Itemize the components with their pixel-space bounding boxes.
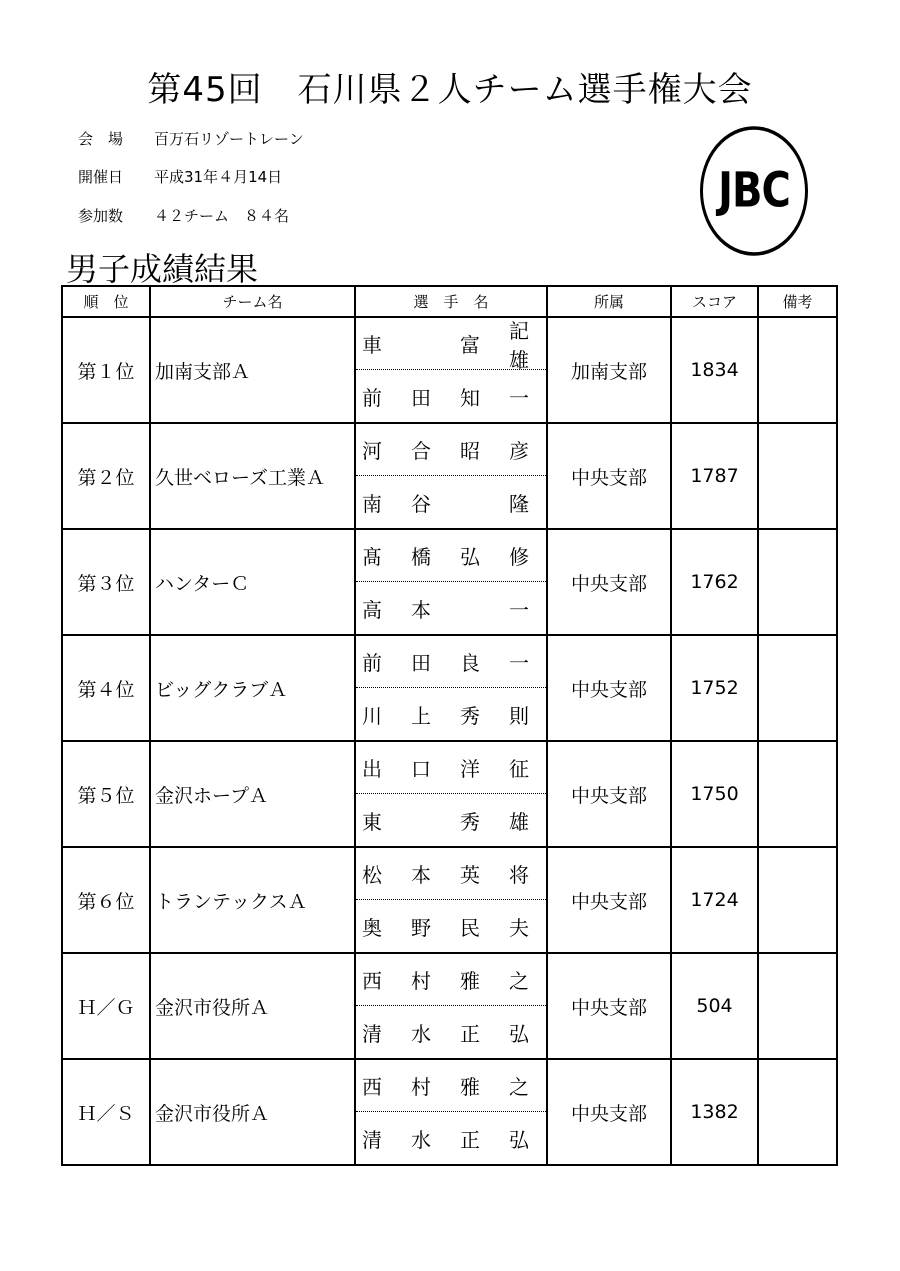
score-cell: 1724 (671, 847, 758, 953)
players-cell (355, 529, 547, 635)
affiliation-cell: 中央支部 (547, 1059, 671, 1165)
player-name-char: 髙 (362, 545, 382, 569)
venue-label: 会 場 (78, 130, 124, 148)
player-name-char: 之 (509, 969, 529, 993)
venue-value: 百万石リゾートレーン (154, 130, 304, 148)
player-name-char: 之 (509, 1075, 529, 1099)
affiliation-cell: 中央支部 (547, 529, 671, 635)
players-cell (355, 847, 547, 953)
player-name-char: 出 (362, 757, 382, 781)
player-name-char: 河 (362, 439, 382, 463)
player-name-char: 奥 (362, 915, 382, 940)
players-cell (355, 1059, 547, 1165)
player-name-char: 前 (362, 385, 382, 410)
player-name-char: 野 (411, 915, 431, 940)
player-name (356, 1112, 546, 1164)
participants-value: ４２チーム ８４名 (154, 207, 290, 225)
table-row (62, 953, 837, 1059)
player-name-char: 田 (411, 385, 431, 410)
table-row (62, 423, 837, 529)
player-name (356, 530, 546, 582)
player-name-char: 正 (460, 1021, 480, 1046)
player-name (356, 1006, 546, 1058)
player-name (356, 582, 546, 634)
rank-cell: Ｈ／Ｓ (62, 1059, 150, 1165)
notes-cell (758, 423, 837, 529)
player-name-char: 田 (411, 651, 431, 675)
notes-cell (758, 635, 837, 741)
player-name-char: 記雄 (509, 318, 529, 372)
rank-cell: 第６位 (62, 847, 150, 953)
player-name-char: 英 (460, 863, 480, 887)
jbc-logo: JBC (700, 126, 808, 256)
score-cell: 1750 (671, 741, 758, 847)
team-cell: ビッグクラブＡ (150, 635, 355, 741)
player-name-char: 秀 (460, 703, 480, 728)
rank-cell: 第３位 (62, 529, 150, 635)
table-row (62, 1059, 837, 1165)
header-affiliation: 所属 (547, 286, 671, 317)
results-table (61, 285, 838, 1166)
notes-cell (758, 1059, 837, 1165)
score-cell: 504 (671, 953, 758, 1059)
player-name (356, 954, 546, 1006)
player-name-char: 西 (362, 969, 382, 993)
team-cell: 加南支部Ａ (150, 317, 355, 423)
player-name (356, 636, 546, 688)
player-name-char: 修 (509, 545, 529, 569)
player-name-char: 谷 (411, 491, 431, 516)
player-name (356, 848, 546, 900)
table-row (62, 529, 837, 635)
player-name-char: 前 (362, 651, 382, 675)
player-name-char: 民 (460, 915, 480, 940)
player-name-char: 弘 (509, 1127, 529, 1152)
rank-cell: 第４位 (62, 635, 150, 741)
player-name-char: 夫 (509, 915, 529, 940)
score-cell: 1834 (671, 317, 758, 423)
player-name-char: 昭 (460, 439, 480, 463)
affiliation-cell: 中央支部 (547, 423, 671, 529)
header-team: チーム名 (150, 286, 355, 317)
player-name (356, 424, 546, 476)
player-name-char: 水 (411, 1021, 431, 1046)
table-row (62, 741, 837, 847)
player-name-char: 合 (411, 439, 431, 463)
player-name-char: 清 (362, 1127, 382, 1152)
player-name-char: 本 (411, 597, 431, 622)
player-name-char: 一 (509, 651, 529, 675)
player-name (356, 370, 546, 422)
player-name (356, 688, 546, 740)
player-name-char: 彦 (509, 439, 529, 463)
player-name-char: 良 (460, 651, 480, 675)
notes-cell (758, 741, 837, 847)
rank-cell: 第１位 (62, 317, 150, 423)
player-name-char: 橋 (411, 545, 431, 569)
player-name (356, 476, 546, 528)
header-notes: 備考 (758, 286, 837, 317)
notes-cell (758, 847, 837, 953)
player-name-char: 則 (509, 703, 529, 728)
header-rank: 順 位 (62, 286, 150, 317)
player-name-char: 上 (411, 703, 431, 728)
table-row (62, 635, 837, 741)
player-name-char: 村 (411, 1075, 431, 1099)
score-cell: 1787 (671, 423, 758, 529)
player-name-char: 一 (509, 597, 529, 622)
player-name-char: 一 (509, 385, 529, 410)
header-row (62, 286, 837, 317)
affiliation-cell: 中央支部 (547, 847, 671, 953)
affiliation-cell: 中央支部 (547, 953, 671, 1059)
player-name-char: 秀 (460, 809, 480, 834)
notes-cell (758, 953, 837, 1059)
player-name-char: 弘 (460, 545, 480, 569)
player-name-char: 本 (411, 863, 431, 887)
players-cell (355, 741, 547, 847)
players-cell (355, 423, 547, 529)
player-name-char: 清 (362, 1021, 382, 1046)
notes-cell (758, 529, 837, 635)
team-cell: 金沢ホープＡ (150, 741, 355, 847)
score-cell: 1762 (671, 529, 758, 635)
players-cell (355, 635, 547, 741)
player-name-char: 車 (362, 333, 382, 357)
rank-cell: Ｈ／Ｇ (62, 953, 150, 1059)
team-cell: 久世ベローズ工業Ａ (150, 423, 355, 529)
score-cell: 1382 (671, 1059, 758, 1165)
affiliation-cell: 加南支部 (547, 317, 671, 423)
affiliation-cell: 中央支部 (547, 741, 671, 847)
notes-cell (758, 317, 837, 423)
player-name-char: 征 (509, 757, 529, 781)
player-name-char: 東 (362, 809, 382, 834)
rank-cell: 第２位 (62, 423, 150, 529)
affiliation-cell: 中央支部 (547, 635, 671, 741)
table-row (62, 317, 837, 423)
participants-line (78, 205, 289, 226)
team-cell: 金沢市役所Ａ (150, 1059, 355, 1165)
player-name-char: 村 (411, 969, 431, 993)
player-name-char: 雅 (460, 1075, 480, 1099)
section-title: 男子成績結果 (66, 250, 259, 288)
player-name-char: 高 (362, 597, 382, 622)
table-row (62, 847, 837, 953)
participants-label: 参加数 (78, 207, 124, 225)
team-cell: 金沢市役所Ａ (150, 953, 355, 1059)
player-name-char: 洋 (460, 757, 480, 781)
player-name-char: 正 (460, 1127, 480, 1152)
players-cell (355, 953, 547, 1059)
venue-line (78, 128, 304, 149)
score-cell: 1752 (671, 635, 758, 741)
player-name-char: 南 (362, 491, 382, 516)
header-score: スコア (671, 286, 758, 317)
player-name (356, 318, 546, 370)
players-cell (355, 317, 547, 423)
player-name-char: 松 (362, 863, 382, 887)
player-name-char: 雄 (509, 809, 529, 834)
player-name-char: 知 (460, 385, 480, 410)
player-name-char: 西 (362, 1075, 382, 1099)
date-value: 平成31年４月14日 (154, 168, 283, 186)
date-line (78, 166, 282, 187)
player-name (356, 794, 546, 846)
player-name-char: 雅 (460, 969, 480, 993)
rank-cell: 第５位 (62, 741, 150, 847)
player-name-char: 弘 (509, 1021, 529, 1046)
date-label: 開催日 (78, 168, 124, 186)
team-cell: ハンターＣ (150, 529, 355, 635)
page-title: 第45回 石川県２人チーム選手権大会 (147, 70, 753, 110)
player-name-char: 将 (509, 863, 529, 887)
player-name-char: 水 (411, 1127, 431, 1152)
header-players: 選 手 名 (355, 286, 547, 317)
player-name (356, 1060, 546, 1112)
team-cell: トランテックスＡ (150, 847, 355, 953)
player-name (356, 900, 546, 952)
player-name (356, 742, 546, 794)
player-name-char: 富 (460, 333, 480, 357)
player-name-char: 隆 (509, 491, 529, 516)
player-name-char: 口 (411, 757, 431, 781)
player-name-char: 川 (362, 703, 382, 728)
